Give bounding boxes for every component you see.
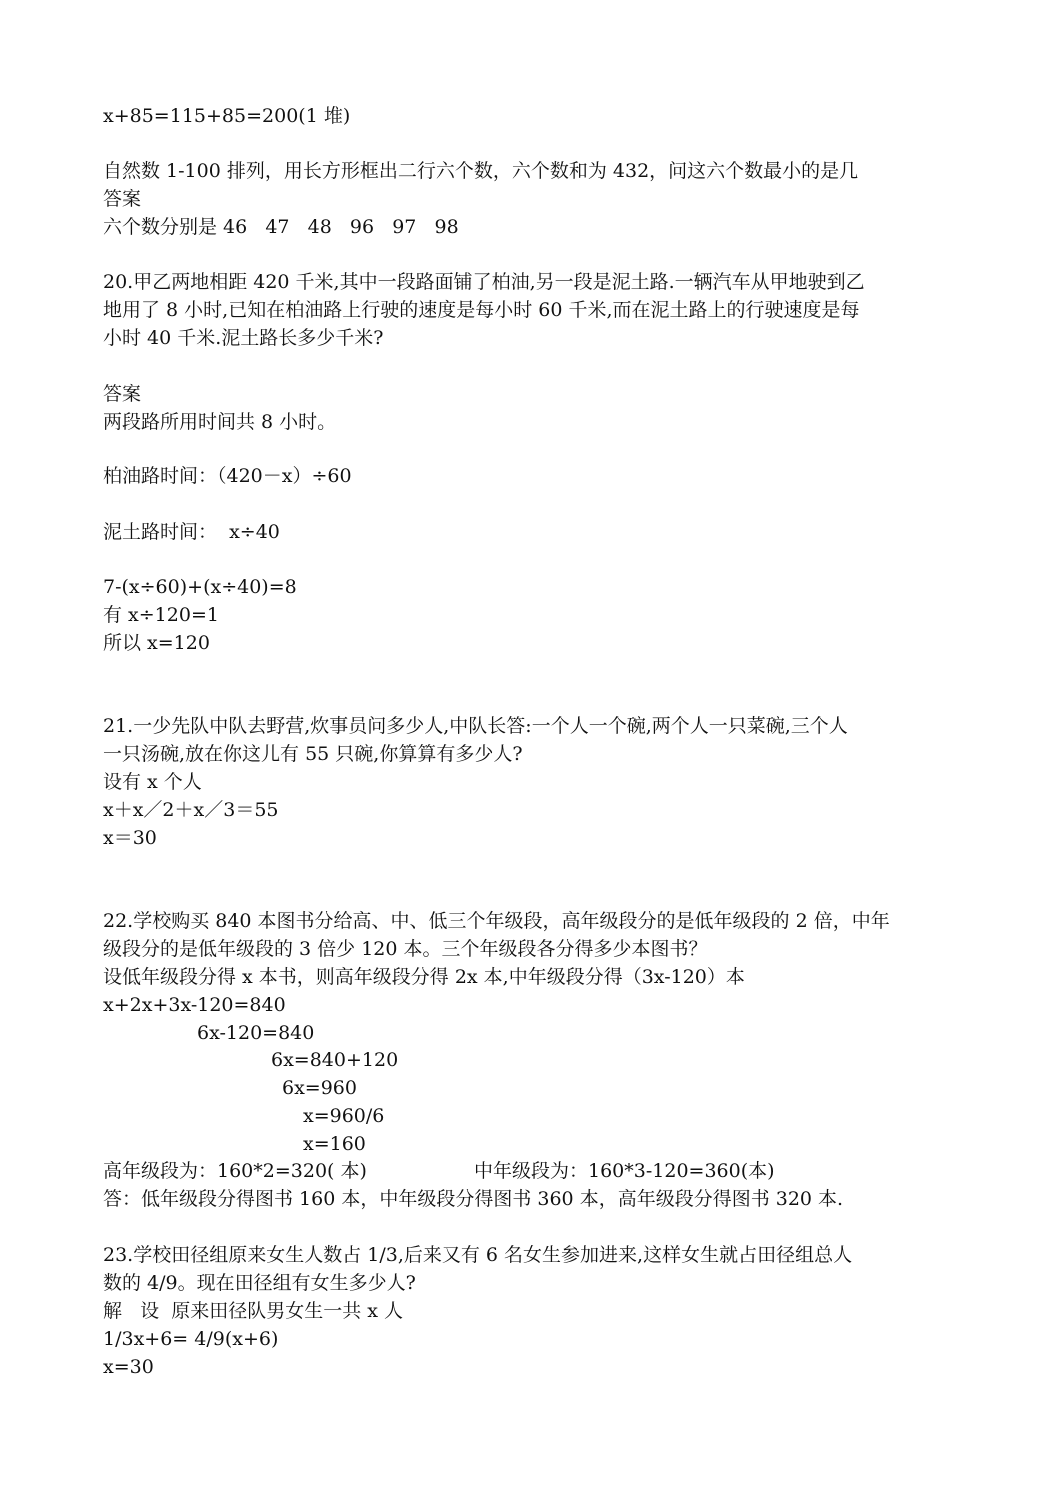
problem-20-line: 地用了 8 小时,已知在柏油路上行驶的速度是每小时 60 千米,而在泥土路上的行驶速度是每 xyxy=(103,299,860,321)
problem-20-line: 20.甲乙两地相距 420 千米,其中一段路面铺了柏油,另一段是泥土路.一辆汽车从甲地驶到乙 xyxy=(103,271,865,293)
text-line: 中年级段为：160*3-120=360(本) xyxy=(474,1160,775,1182)
problem-21-line: 一只汤碗,放在你这儿有 55 只碗,你算算有多少人? xyxy=(103,743,523,765)
problem-22-line: 级段分的是低年级段的 3 倍少 120 本。三个年级段各分得多少本图书？ xyxy=(103,938,708,960)
equation-line: x=30 xyxy=(103,1356,154,1378)
text-line: 设低年级段分得 x 本书，则高年级段分得 2x 本,中年级段分得（3x-120）本 xyxy=(103,966,745,988)
text-line: 两段路所用时间共 8 小时。 xyxy=(103,411,337,433)
equation-line: 1/3x+6= 4/9(x+6) xyxy=(103,1328,279,1350)
equation-line: x=960/6 xyxy=(303,1105,385,1127)
equation-line: 7-(x÷60)+(x÷40)=8 xyxy=(103,576,297,598)
answer-label: 答案 xyxy=(103,383,142,405)
text-line: 解 设 原来田径队男女生一共 x 人 xyxy=(103,1300,403,1322)
equation-line: x+2x+3x-120=840 xyxy=(103,994,286,1016)
equation-line: 6x-120=840 xyxy=(197,1022,315,1044)
text-line: 柏油路时间：（420－x）÷60 xyxy=(103,465,352,487)
problem-23-line: 数的 4/9。现在田径组有女生多少人? xyxy=(103,1272,416,1294)
equation-line: x＋x／2＋x／3＝55 xyxy=(103,799,279,821)
problem-statement: 自然数 1-100 排列，用长方形框出二行六个数，六个数和为 432，问这六个数最小的是几 xyxy=(103,160,859,182)
equation-line: 有 x÷120=1 xyxy=(103,604,219,626)
equation-line: 6x=960 xyxy=(282,1077,357,1099)
equation-line: x=160 xyxy=(303,1133,366,1155)
equation-line: 所以 x=120 xyxy=(103,632,210,654)
text-line: 高年级段为：160*2=320( 本) xyxy=(103,1160,367,1182)
problem-22-line: 22.学校购买 840 本图书分给高、中、低三个年级段，高年级段分的是低年级段的 2 倍，中年 xyxy=(103,910,890,932)
answer-label: 答案 xyxy=(103,188,142,210)
equation-line: x＝30 xyxy=(103,827,157,849)
problem-23-line: 23.学校田径组原来女生人数占 1/3,后来又有 6 名女生参加进来,这样女生就占田径组总人 xyxy=(103,1244,853,1266)
text-line: 设有 x 个人 xyxy=(103,771,202,793)
text-line: 六个数分别是 46 47 48 96 97 98 xyxy=(103,216,459,238)
problem-21-line: 21.一少先队中队去野营,炊事员问多少人,中队长答:一个人一个碗,两个人一只菜碗,三个人 xyxy=(103,715,848,737)
text-line: x+85=115+85=200(1 堆) xyxy=(103,105,351,127)
text-line: 泥土路时间： x÷40 xyxy=(103,521,280,543)
problem-20-line: 小时 40 千米.泥土路长多少千米? xyxy=(103,327,384,349)
equation-line: 6x=840+120 xyxy=(271,1049,399,1071)
answer-line: 答：低年级段分得图书 160 本，中年级段分得图书 360 本，高年级段分得图书 320 本. xyxy=(103,1188,844,1210)
